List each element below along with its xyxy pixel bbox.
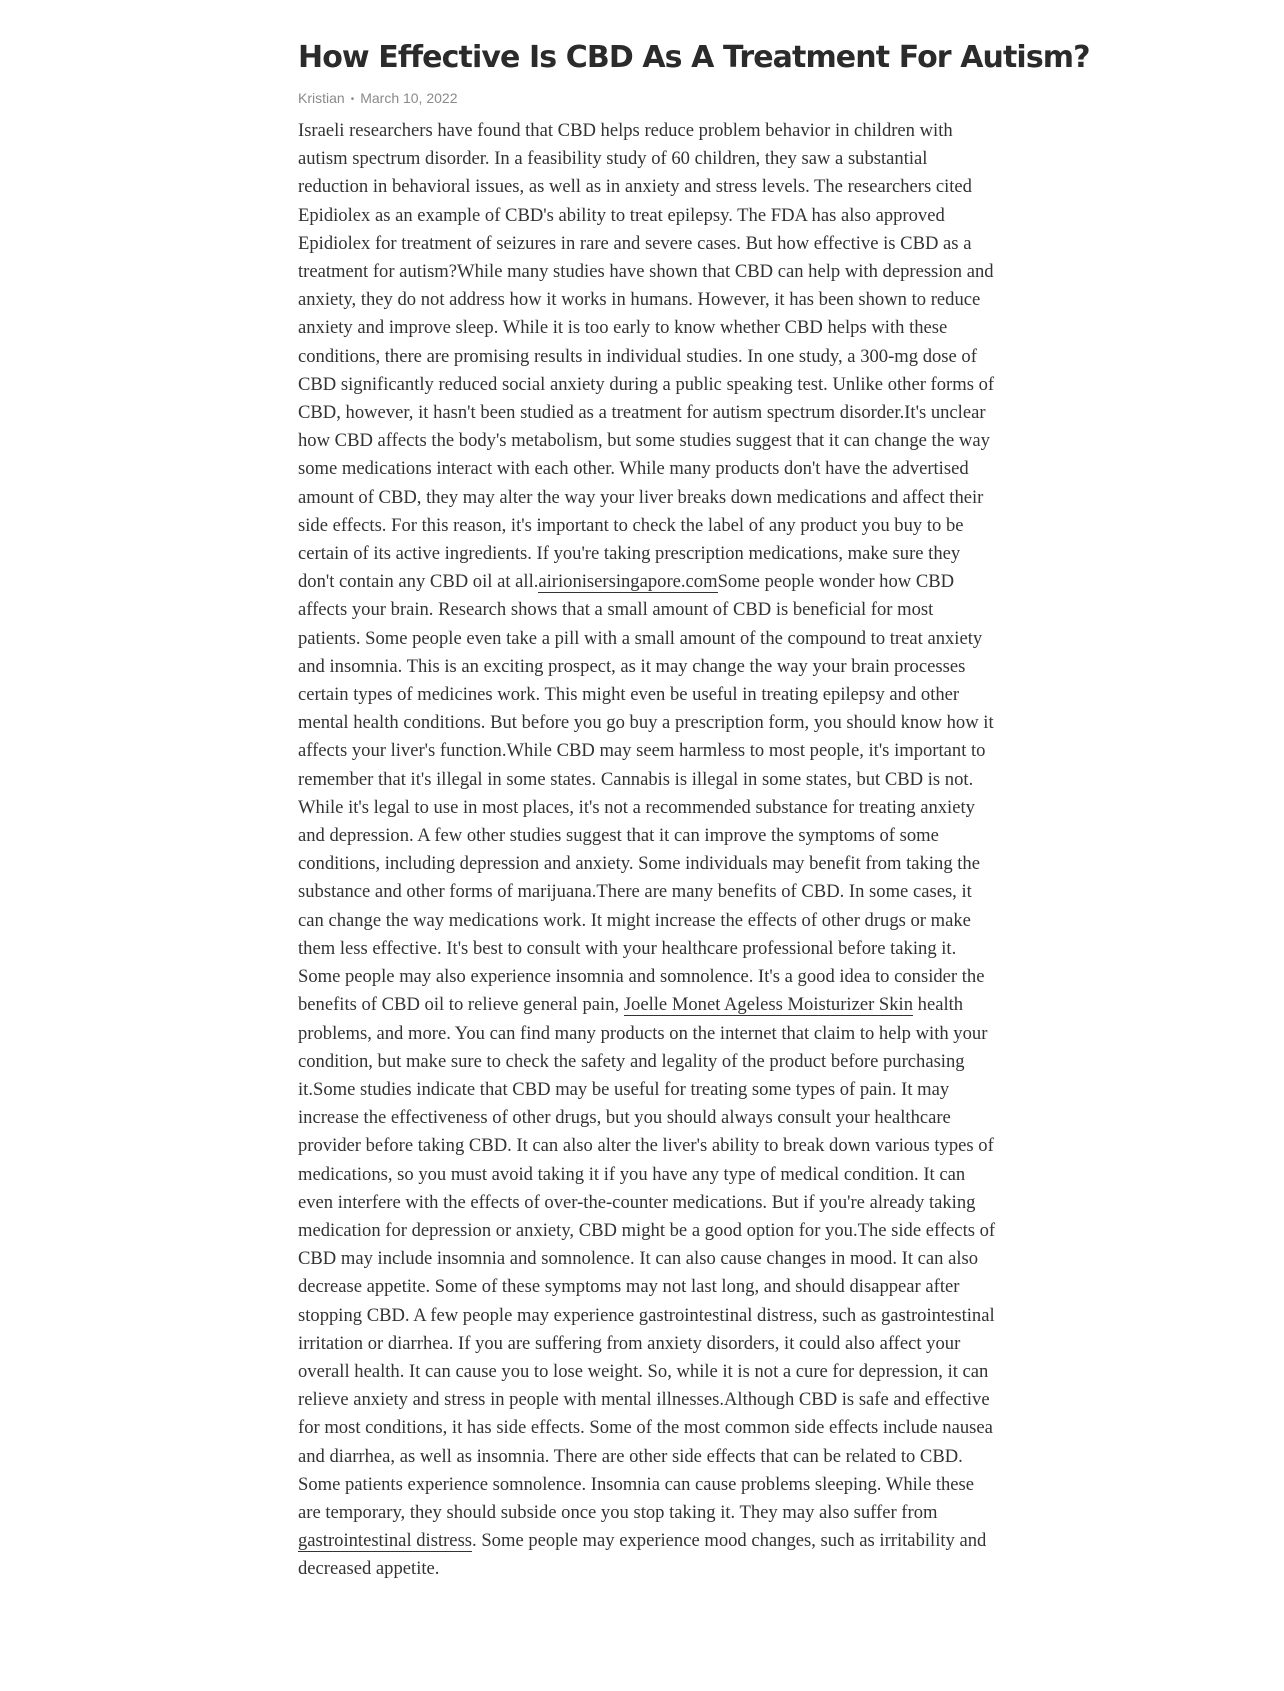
link-airionisersingapore[interactable]: airionisersingapore.com bbox=[538, 571, 718, 593]
link-gastrointestinal-distress[interactable]: gastrointestinal distress bbox=[298, 1530, 473, 1552]
author-name[interactable]: Kristian bbox=[298, 90, 345, 106]
meta-separator: • bbox=[350, 94, 355, 105]
body-text-3: health problems, and more. You can find many products on the internet that claim to help with your condition, but make sure to check the safety and legality of the product before purchasing it.Some studies indicate that CBD may be useful for treating some types of pain. It may increase the effectiveness of other drugs, but you should always consult your healthcare provider before taking CBD. It can also alter the liver's ability to break down various types of medications, so you must avoid taking it if you have any type of medical condition. It can even interfere with the effects of over-the-counter medications. But if you're already taking medication for depression or anxiety, CBD might be a good option for you.The side effects of CBD may include insomnia and somnolence. It can also cause changes in mood. It can also decrease appetite. Some of these symptoms may not last long, and should disappear after stopping CBD. A few people may experience gastrointestinal distress, such as gastrointestinal irritation or diarrhea. If you are suffering from anxiety disorders, it could also affect your overall health. It can cause you to lose weight. So, while it is not a cure for depression, it can relieve anxiety and stress in people with mental illnesses.Although CBD is safe and effective for most conditions, it has side effects. Some of the most common side effects include nausea and diarrhea, as well as insomnia. There are other side effects that can be related to CBD. Some patients experience somnolence. Insomnia can cause problems sleeping. While these are temporary, they should subside once you stop taking it. They may also suffer from bbox=[298, 994, 996, 1523]
article-meta bbox=[298, 88, 998, 108]
body-text-1: Israeli researchers have found that CBD helps reduce problem behavior in children with autism spectrum disorder. In a feasibility study of 60 children, they saw a substantial reduction in behavioral issues, as well as in anxiety and stress levels. The researchers cited Epidiolex as an example of CBD's ability to treat epilepsy. The FDA has also approved Epidiolex for treatment of seizures in rare and severe cases. But how effective is CBD as a treatment for autism?While many studies have shown that CBD can help with depression and anxiety, they do not address how it works in humans. However, it has been shown to reduce anxiety and improve sleep. While it is too early to know whether CBD helps with these conditions, there are promising results in individual studies. In one study, a 300-mg dose of CBD significantly reduced social anxiety during a public speaking test. Unlike other forms of CBD, however, it hasn't been studied as a treatment for autism spectrum disorder.It's unclear how CBD affects the body's metabolism, but some studies suggest that it can change the way some medications interact with each other. While many products don't have the advertised amount of CBD, they may alter the way your liver breaks down medications and affect their side effects. For this reason, it's important to check the label of any product you buy to be certain of its active ingredients. If you're taking prescription medications, make sure they don't contain any CBD oil at all. bbox=[298, 120, 995, 593]
publish-date: March 10, 2022 bbox=[360, 90, 458, 106]
article-title: How Effective Is CBD As A Treatment For Autism? bbox=[298, 40, 1090, 75]
article bbox=[298, 38, 1090, 1584]
link-joelle-monet[interactable]: Joelle Monet Ageless Moisturizer Skin bbox=[623, 994, 914, 1016]
body-text-2: Some people wonder how CBD affects your brain. Research shows that a small amount of CBD is beneficial for most patients. Some people even take a pill with a small amount of the compound to treat anxiety and insomnia. This is an exciting prospect, as it may change the way your brain processes certain types of medicines work. This might even be useful in treating epilepsy and other mental health conditions. But before you go buy a prescription form, you should know how it affects your liver's function.While CBD may seem harmless to most people, it's important to remember that it's illegal in some states. Cannabis is illegal in some states, but CBD is not. While it's legal to use in most places, it's not a recommended substance for treating anxiety and depression. A few other studies suggest that it can improve the symptoms of some conditions, including depression and anxiety. Some individuals may benefit from taking the substance and other forms of marijuana.There are many benefits of CBD. In some cases, it can change the way medications work. It might increase the effects of other drugs or make them less effective. It's best to consult with your healthcare professional before taking it. Some people may also experience insomnia and somnolence. It's a good idea to consider the benefits of CBD oil to relieve general pain, bbox=[298, 571, 994, 1016]
body-text-4: . Some people may experience mood changes, such as irritability and decreased appetite. bbox=[298, 1530, 987, 1580]
article-body bbox=[298, 117, 998, 1584]
